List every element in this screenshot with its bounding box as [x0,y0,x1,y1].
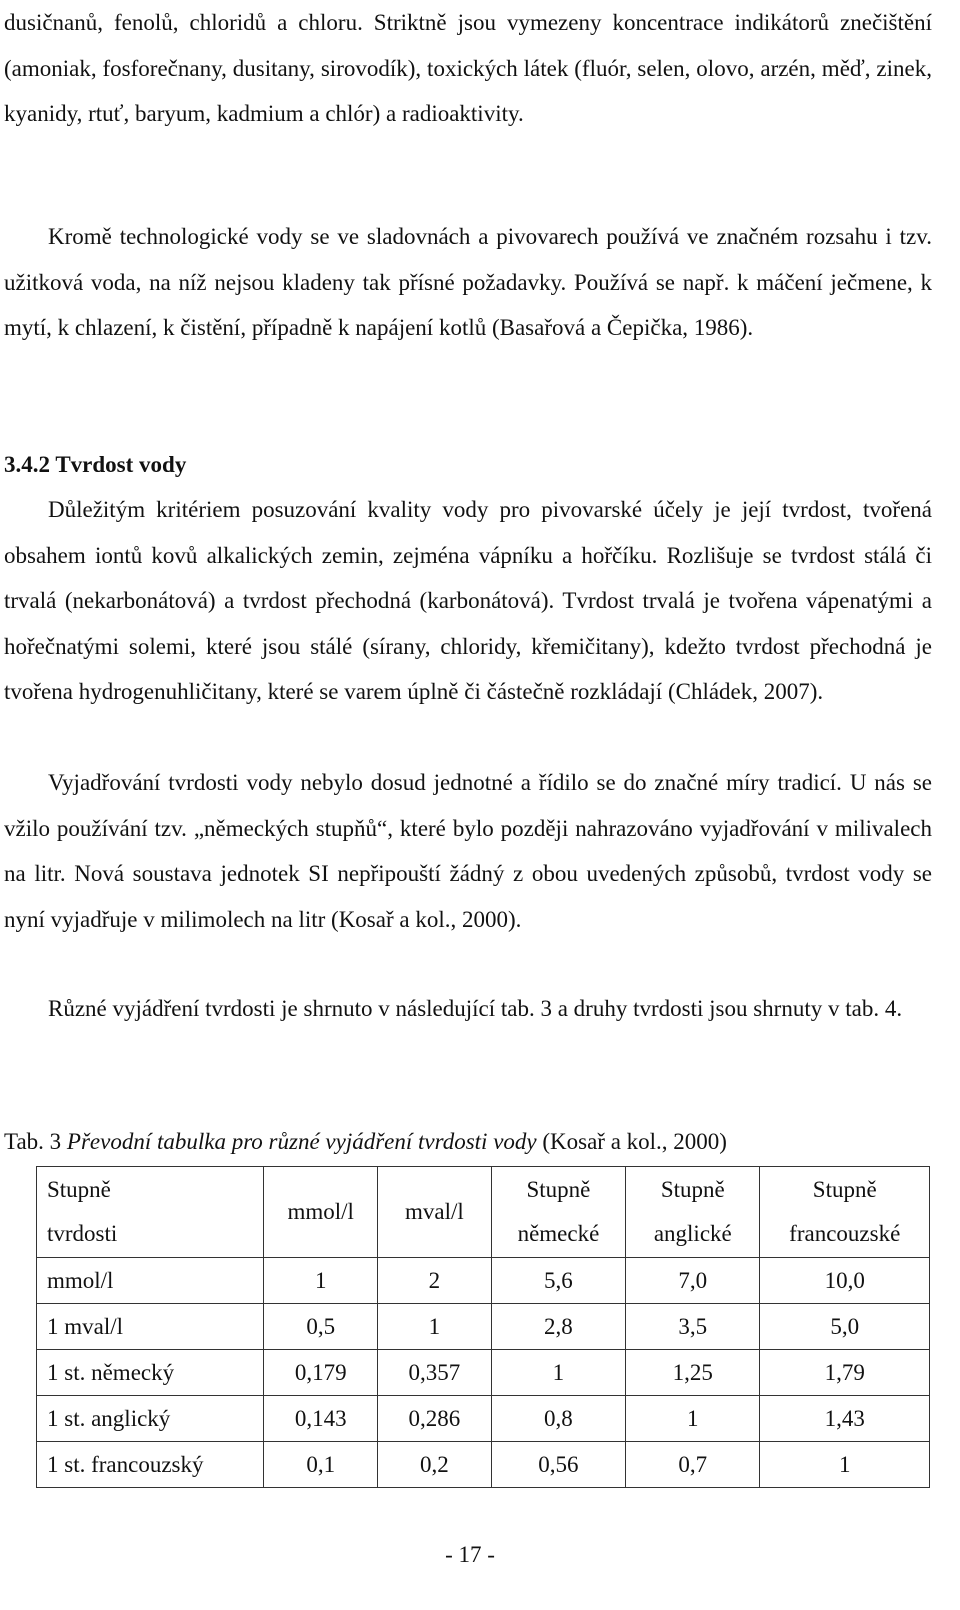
paragraph-water-hardness [4,487,932,715]
table-cell: 2 [378,1258,492,1304]
table-cell: 5,0 [760,1304,930,1350]
paragraph-water-hardness-text: Důležitým kritériem posuzování kvality vody pro pivovarské účely je její tvrdost, tvořená obsahem iontů kovů alkalických zemin, zejména vápníku a hořčíku. Rozlišuje se tvrdost stálá či trvalá (nekarbonátová) a tvrdost přechodná (karbonátová). Tvrdost trvalá je tvořena vápenatými a hořečnatými solemi, které jsou stálé (sírany, chloridy, křemičitany), kdežto tvrdost přechodná je tvořena hydrogenuhličitany, které se varem úplně či částečně rozkládají (Chládek, 2007). [4,497,932,704]
table-caption [4,1122,727,1162]
table-cell: 0,143 [264,1396,378,1442]
table-cell: 0,357 [378,1350,492,1396]
table-cell: 1 [264,1258,378,1304]
table-header-row [37,1167,930,1258]
paragraph-intro-continuation: dusičnanů, fenolů, chloridů a chloru. Striktně jsou vymezeny koncentrace indikátorů znečištění (amoniak, fosforečnany, dusitany, sirovodík), toxických látek (fluór, selen, olovo, arzén, měď, zinek, kyanidy, rtuť, baryum, kadmium a chlór) a radioaktivity. [4,10,932,126]
table-cell: 0,56 [491,1442,625,1488]
table-cell: 7,0 [626,1258,760,1304]
header-cell: Stupně tvrdosti [37,1167,264,1258]
paragraph-utility-water [4,214,932,351]
table-cell: 10,0 [760,1258,930,1304]
table-cell: 0,2 [378,1442,492,1488]
paragraph-hardness-units-text: Vyjadřování tvrdosti vody nebylo dosud jednotné a řídilo se do značné míry tradicí. U nás se vžilo používání tzv. „německých stupňů“, které bylo později nahrazováno vyjadřování v milivalech na litr. Nová soustava jednotek SI nepřipouští žádný z obou uvedených způsobů, tvrdost vody se nyní vyjadřuje v milimolech na litr (Kosař a kol., 2000). [4,770,932,932]
table-row [37,1350,930,1396]
page-number: - 17 - [445,1542,495,1567]
table-cell: 1 [760,1442,930,1488]
table-cell: 0,7 [626,1442,760,1488]
table-cell: 1,43 [760,1396,930,1442]
table-cell: 2,8 [491,1304,625,1350]
table-cell: 1,25 [626,1350,760,1396]
table-cell: 0,8 [491,1396,625,1442]
paragraph-utility-water-text: Kromě technologické vody se ve sladovnách a pivovarech používá ve značném rozsahu i tzv. užitková voda, na níž nejsou kladeny tak přísné požadavky. Používá se např. k máčení ječmene, k mytí, k chlazení, k čistění, případně k napájení kotlů (Basařová a Čepička, 1986). [4,224,932,340]
paragraph-hardness-units [4,760,932,942]
table-row [37,1304,930,1350]
table-caption-source: (Kosař a kol., 2000) [536,1129,727,1154]
header-cell: mval/l [378,1167,492,1258]
hardness-conversion-table [36,1166,930,1488]
table-cell: 1 [491,1350,625,1396]
header-cell: Stupně anglické [626,1167,760,1258]
header-cell: Stupně francouzské [760,1167,930,1258]
table-row [37,1442,930,1488]
table-cell: 0,286 [378,1396,492,1442]
header-cell: mmol/l [264,1167,378,1258]
table-caption-label: Tab. 3 [4,1129,67,1154]
table-cell: 0,5 [264,1304,378,1350]
table-cell: 1 [626,1396,760,1442]
paragraph-table-reference-text: Různé vyjádření tvrdosti je shrnuto v následující tab. 3 a druhy tvrdosti jsou shrnuty v tab. 4. [48,996,903,1021]
table-cell: mmol/l [37,1258,264,1304]
table-cell: 5,6 [491,1258,625,1304]
paragraph-table-reference [4,986,932,1032]
table-row [37,1258,930,1304]
table-cell: 3,5 [626,1304,760,1350]
table-cell: 0,179 [264,1350,378,1396]
table-row [37,1396,930,1442]
table-cell: 0,1 [264,1442,378,1488]
table-cell: 1,79 [760,1350,930,1396]
table-cell: 1 [378,1304,492,1350]
table-cell: 1 mval/l [37,1304,264,1350]
section-heading: 3.4.2 Tvrdost vody [4,452,187,477]
table-cell: 1 st. francouzský [37,1442,264,1488]
table-cell: 1 st. anglický [37,1396,264,1442]
header-cell: Stupně německé [491,1167,625,1258]
table-cell: 1 st. německý [37,1350,264,1396]
table-caption-title: Převodní tabulka pro různé vyjádření tvrdosti vody [66,1129,537,1154]
